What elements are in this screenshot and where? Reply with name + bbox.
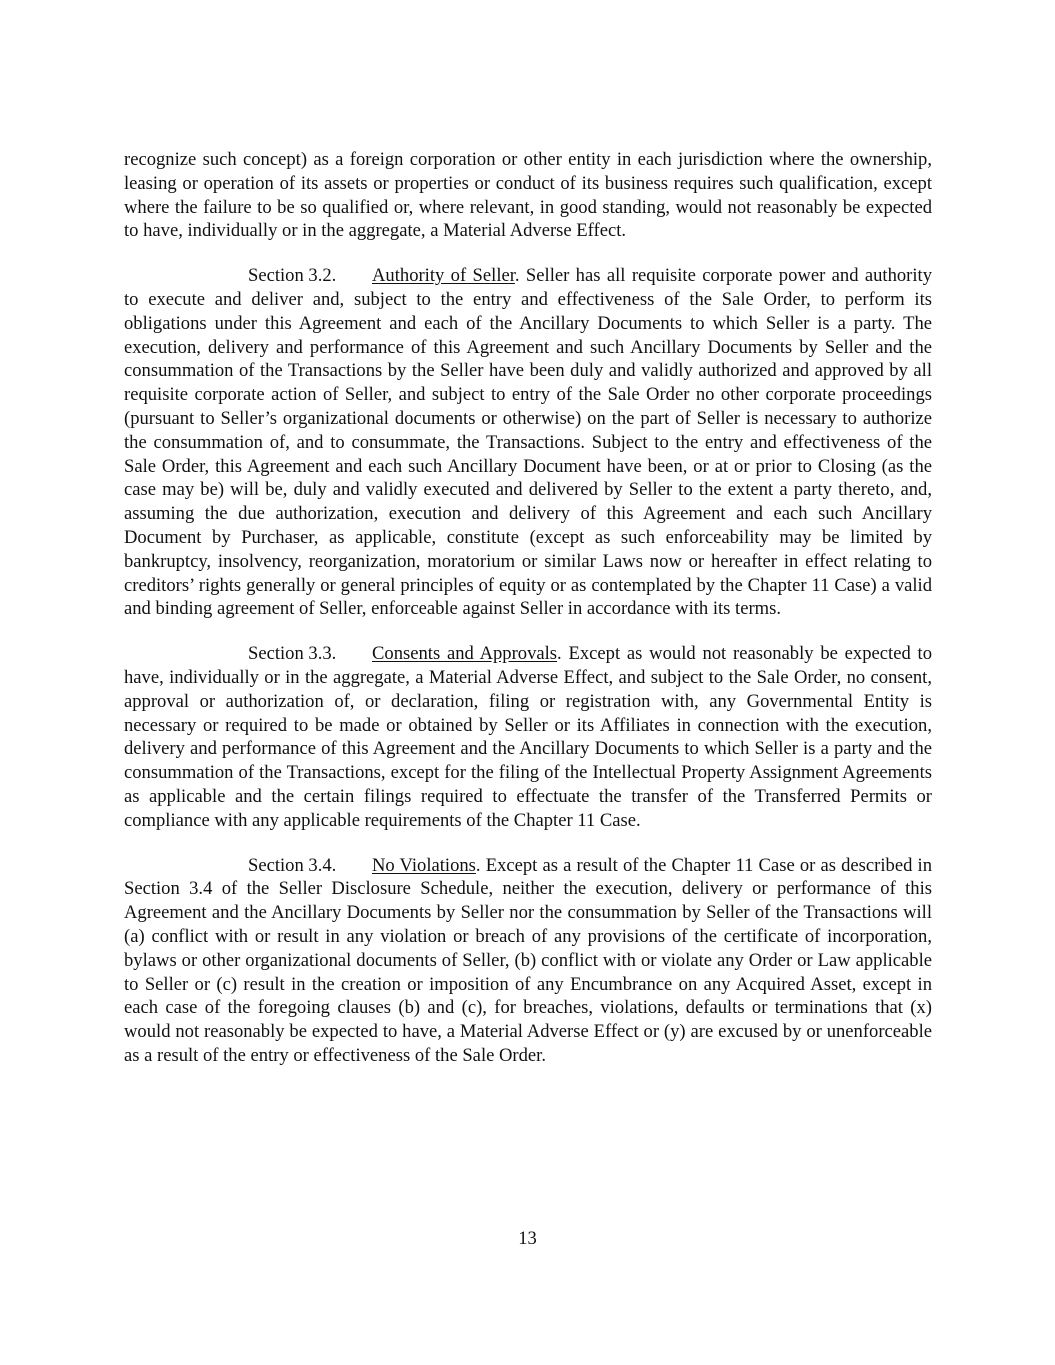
document-page [124,148,932,1089]
section-3-4-label: Section 3.4. [248,854,337,876]
page-number: 13 [518,1228,537,1249]
section-3-3-text: . Except as would not reasonably be expected to have, individually or in the aggregate, a Material Adverse Effect, and subject to the Sale Order, no consent, approval or authorization of, or declaration, filing or registration with, any Governmental Entity is necessary or required to be made or obtained by Seller or its Affiliates in connection with the execution, delivery and performance of this Agreement and the Ancillary Documents to which Seller is a party and the consummation of the Transactions, except for the filing of the Intellectual Property Assignment Agreements as applicable and the certain filings required to effectuate the transfer of the Transferred Permits or compliance with any applicable requirements of the Chapter 11 Case. [124,643,932,831]
section-3-2-paragraph [124,264,932,621]
section-3-4-title: No Violations [372,854,476,876]
section-3-2-title: Authority of Seller [372,265,515,287]
continuation-paragraph: recognize such concept) as a foreign corporation or other entity in each jurisdiction where the ownership, leasing or operation of its assets or properties or conduct of its business requires such qualification, except where the failure to be so qualified or, where relevant, in good standing, would not reasonably be expected to have, individually or in the aggregate, a Material Adverse Effect. [124,149,932,242]
section-3-4-text: . Except as a result of the Chapter 11 Case or as described in Section 3.4 of the Seller Disclosure Schedule, neither the execution, delivery or performance of this Agreement and the Ancillary Documents by Seller nor the consummation by Seller of the Transactions will (a) conflict with or result in any violation or breach of any provisions of the certificate of incorporation, bylaws or other organizational documents of Seller, (b) conflict with or violate any Order or Law applicable to Seller or (c) result in the creation or imposition of any Encumbrance on any Acquired Asset, except in each case of the foregoing clauses (b) and (c), for breaches, violations, defaults or terminations that (x) would not reasonably be expected to have, a Material Adverse Effect or (y) are excused by or unenforceable as a result of the entry or effectiveness of the Sale Order. [124,854,932,1066]
section-3-2-text: . Seller has all requisite corporate power and authority to execute and deliver and, subject to the entry and effectiveness of the Sale Order, to perform its obligations under this Agreement and each of the Ancillary Documents to which Seller is a party. The execution, delivery and performance of this Agreement and such Ancillary Documents by Seller and the consummation of the Transactions by the Seller have been duly and validly authorized and approved by all requisite corporate action of Seller, and subject to entry of the Sale Order no other corporate proceedings (pursuant to Seller’s organizational documents or otherwise) on the part of Seller is necessary to authorize the consummation of, and to consummate, the Transactions. Subject to the entry and effectiveness of the Sale Order, this Agreement and each such Ancillary Document have been, or at or prior to Closing (as the case may be) will be, duly and validly executed and delivered by Seller to the extent a party thereto, and, assuming the due authorization, execution and delivery of this Agreement and each such Ancillary Document by Purchaser, as applicable, constitute (except as such enforceability may be limited by bankruptcy, insolvency, reorganization, moratorium or similar Laws now or hereafter in effect relating to creditors’ rights generally or general principles of equity or as contemplated by the Chapter 11 Case) a valid and binding agreement of Seller, enforceable against Seller in accordance with its terms. [124,265,932,620]
section-3-3-title: Consents and Approvals [372,643,558,665]
section-3-3-paragraph [124,642,932,832]
section-3-4-paragraph [124,854,932,1068]
section-3-3-label: Section 3.3. [248,643,337,665]
section-3-2-label: Section 3.2. [248,265,337,287]
